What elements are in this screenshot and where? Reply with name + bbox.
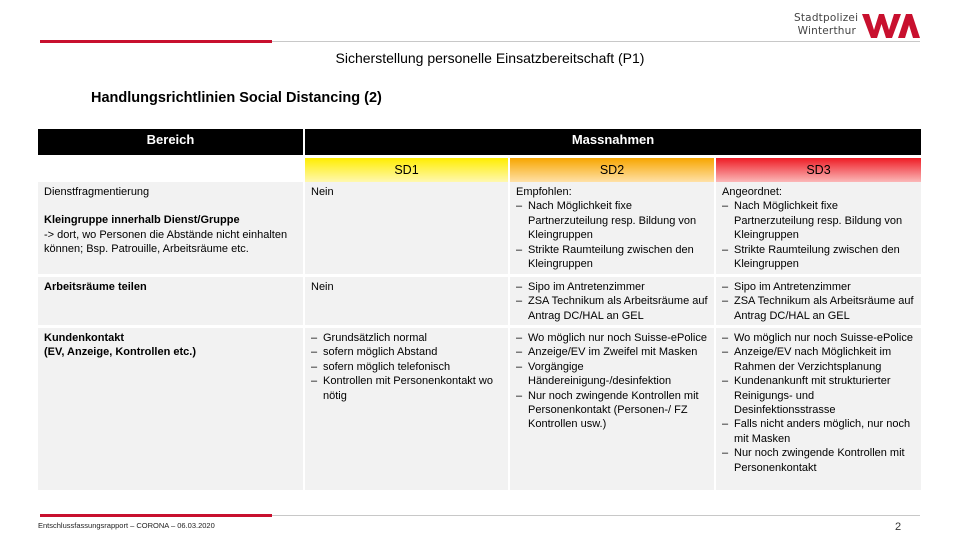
- list-item: – Sipo im Antretenzimmer: [516, 280, 708, 294]
- sd1-header: SD1: [305, 158, 508, 182]
- row-arbeitsraeume-sd2: [510, 277, 714, 325]
- row-arbeitsraeume-sd3: [716, 277, 921, 325]
- list-item: – Vorgängige Händereinigung-/desinfektion: [516, 360, 708, 389]
- header-bereich: Bereich: [38, 129, 303, 155]
- list-item: – Nach Möglichkeit fixe Partnerzuteilung resp. Bildung von Kleingruppen: [722, 199, 915, 242]
- logo-mark-icon: [860, 10, 920, 40]
- list-item: – Anzeige/EV im Zweifel mit Masken: [516, 345, 708, 359]
- list-item: – Kundenankunft mit strukturierter Reinigungs- und Desinfektionsstrasse: [722, 374, 915, 417]
- row-arbeitsraeume-label: Arbeitsräume teilen: [38, 277, 303, 325]
- list-item: – Anzeige/EV nach Möglichkeit im Rahmen der Verzichtsplanung: [722, 345, 915, 374]
- row-kundenkontakt-label: Kundenkontakt (EV, Anzeige, Kontrollen etc.): [38, 328, 303, 490]
- bottom-accent-rule: [40, 514, 272, 517]
- section-subtitle: Handlungsrichtlinien Social Distancing (2): [91, 90, 382, 106]
- page-number: 2: [895, 521, 902, 533]
- row-kundenkontakt-sd3: [716, 328, 921, 490]
- list-item: – Sipo im Antretenzimmer: [722, 280, 915, 294]
- list-item: – Nur noch zwingende Kontrollen mit Personenkontakt: [722, 446, 915, 475]
- list-item: – Wo möglich nur noch Suisse-ePolice: [722, 331, 915, 345]
- list-item: – Falls nicht anders möglich, nur noch mit Masken: [722, 417, 915, 446]
- top-accent-rule: [40, 40, 272, 43]
- list-item: – sofern möglich telefonisch: [311, 360, 502, 374]
- list-item: – sofern möglich Abstand: [311, 345, 502, 359]
- list-item: – ZSA Technikum als Arbeitsräume auf Antrag DC/HAL an GEL: [722, 294, 915, 323]
- header-massnahmen: Massnahmen: [305, 129, 921, 155]
- list-item: – Kontrollen mit Personenkontakt wo nötig: [311, 374, 502, 403]
- list-item: – ZSA Technikum als Arbeitsräume auf Antrag DC/HAL an GEL: [516, 294, 708, 323]
- bottom-divider: [272, 515, 920, 516]
- row-kundenkontakt-sd2: [510, 328, 714, 490]
- logo-text: Stadtpolizei Winterthur: [794, 12, 859, 37]
- list-item: – Wo möglich nur noch Suisse-ePolice: [516, 331, 708, 345]
- stadtpolizei-logo: [794, 10, 924, 42]
- footer-text: Entschlussfassungsrapport – CORONA – 06.03.2020: [38, 521, 215, 530]
- row-arbeitsraeume-sd1: Nein: [305, 277, 508, 325]
- list-item: – Strikte Raumteilung zwischen den Kleingruppen: [722, 243, 915, 272]
- list-item: – Nur noch zwingende Kontrollen mit Personenkontakt (Personen-/ FZ Kontrollen usw.): [516, 389, 708, 432]
- list-item: – Nach Möglichkeit fixe Partnerzuteilung resp. Bildung von Kleingruppen: [516, 199, 708, 242]
- row-dienstfragmentierung-sd1: Nein: [305, 182, 508, 274]
- sd3-header: SD3: [716, 158, 921, 182]
- page-title: Sicherstellung personelle Einsatzbereitschaft (P1): [335, 50, 645, 66]
- row-dienstfragmentierung-sd2: Empfohlen: – Nach Möglichkeit fixe Partnerzuteilung resp. Bildung von Kleingruppen – Strikte Raumteilung zwischen den Kleingruppen: [510, 182, 714, 274]
- row-kundenkontakt-sd1: [305, 328, 508, 490]
- sd2-header: SD2: [510, 158, 714, 182]
- list-item: – Strikte Raumteilung zwischen den Kleingruppen: [516, 243, 708, 272]
- row-dienstfragmentierung-label: Dienstfragmentierung Kleingruppe innerhalb Dienst/Gruppe -> dort, wo Personen die Abstände nicht einhalten können; Bsp. Patrouille, Arbeitsräume etc.: [38, 182, 303, 274]
- row-dienstfragmentierung-sd3: Angeordnet: – Nach Möglichkeit fixe Partnerzuteilung resp. Bildung von Kleingruppen – Strikte Raumteilung zwischen den Kleingruppen: [716, 182, 921, 274]
- list-item: – Grundsätzlich normal: [311, 331, 502, 345]
